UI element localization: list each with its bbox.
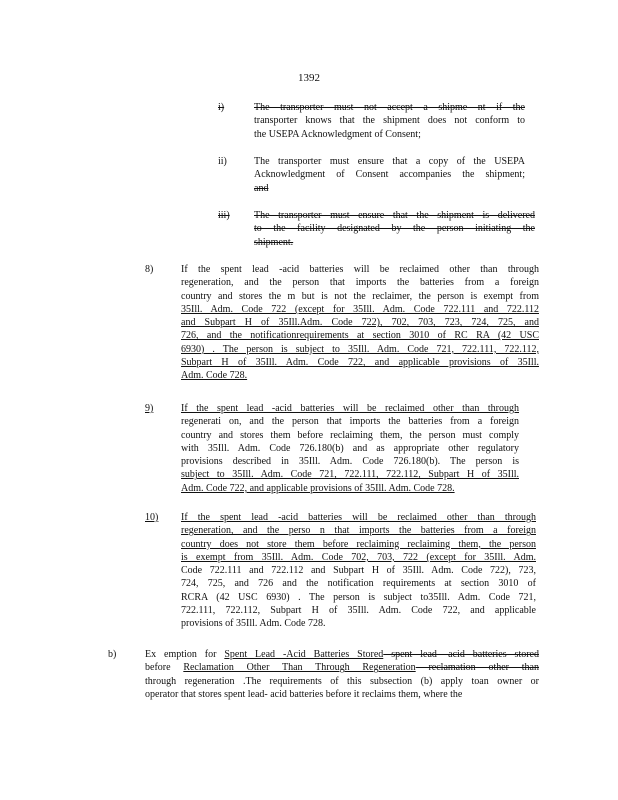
text-line (181, 369, 539, 382)
text-segment: spent lead -acid batteries stored (383, 649, 539, 660)
text-segment: 6930) . The person is subject to 35Ill. Adm. Code 721, 722.111, 722.112, (181, 343, 539, 355)
text-segment: Code 722.111 and 722.112 and Subpart H of 35Ill. Adm. Code 722), 723, (181, 565, 536, 577)
text-segment: Reclamation Other Than Through Regeneration (183, 662, 416, 674)
text-segment: country does not store them before reclaiming reclaiming them, the person (181, 538, 536, 550)
text-segment: shipment. (254, 236, 294, 248)
text-line (254, 209, 535, 222)
text-segment: through regeneration .The requirements of this subsection (b) apply toan owner or (145, 675, 539, 687)
text-segment: regeneration, and the person that imports the batteries from a foreign (181, 277, 539, 289)
page-number: 1392 (298, 72, 320, 84)
text-line (254, 222, 535, 235)
text-line (181, 524, 536, 537)
text-line (181, 316, 539, 329)
text-line (181, 290, 539, 303)
item-text (181, 511, 536, 631)
text-segment: is exempt from 35Ill. Adm. Code 702, 703, 722 (except for 35Ill. Adm. (181, 551, 536, 563)
text-line (145, 675, 539, 688)
text-line (254, 101, 525, 114)
item-text (254, 209, 535, 249)
text-line (254, 128, 525, 141)
text-segment: If the spent lead -acid batteries will be reclaimed other than through (181, 403, 519, 414)
text-segment: If the spent lead -acid batteries will be reclaimed other than through (181, 512, 536, 523)
item-text (254, 101, 525, 141)
text-line (145, 661, 539, 674)
text-line (254, 236, 535, 249)
text-segment: regenerati on, and the person that imports the batteries from a foreign (181, 416, 519, 428)
text-segment: to the facility designated by the person initiating the (254, 223, 535, 235)
text-segment: Subpart H of 35Ill. Adm. Code 722, and applicable provisions of 35Ill. (181, 357, 539, 369)
item-label: iii) (218, 210, 230, 221)
text-line (254, 155, 525, 168)
item-label: b) (108, 649, 117, 660)
item-label: ii) (218, 156, 227, 167)
text-segment: The transporter must not accept a shipme nt if the (254, 102, 525, 113)
text-segment: If the spent lead -acid batteries will be reclaimed other than through (181, 264, 539, 275)
item-text (145, 648, 539, 701)
text-line (181, 482, 519, 495)
text-line (181, 442, 519, 455)
text-line (181, 538, 536, 551)
text-line (181, 577, 536, 590)
text-segment: provisions of 35Ill. Adm. Code 728. (181, 618, 326, 630)
text-segment: subject to 35Ill. Adm. Code 721, 722.111, 722.112, Subpart H of 35Ill. (181, 469, 519, 481)
text-line (145, 648, 539, 661)
text-segment: provisions described in 35Ill. Adm. Code 726.180(b). The person is (181, 456, 519, 468)
text-line (181, 551, 536, 564)
text-segment: Spent Lead -Acid Batteries Stored (224, 649, 384, 660)
text-segment: with 35Ill. Adm. Code 726.180(b) and as appropriate other regulatory (181, 442, 519, 454)
text-segment: Adm. Code 728. (181, 370, 248, 382)
text-segment: 722.111, 722.112, Subpart H of 35Ill. Adm. Code 722, and applicable (181, 605, 536, 617)
item-label: i) (218, 102, 225, 113)
text-segment: regeneration, and the perso n that imports the batteries from a foreign (181, 525, 536, 537)
item-text (254, 155, 525, 195)
text-line (254, 114, 525, 127)
text-line (181, 415, 519, 428)
text-segment: and (254, 182, 269, 194)
item-label: 8) (145, 264, 154, 275)
text-segment: reclamation other than (415, 662, 539, 674)
item-label: 9) (145, 403, 154, 414)
item-text (181, 402, 519, 495)
text-segment: 35Ill. Adm. Code 722 (except for 35Ill. Adm. Code 722.111 and 722.112 (181, 303, 539, 315)
text-segment: The transporter must ensure that a copy of the USEPA (254, 156, 525, 167)
text-segment: before (145, 662, 184, 674)
text-line (181, 263, 539, 276)
text-line (181, 343, 539, 356)
text-line (254, 168, 525, 181)
text-segment: 724, 725, and 726 and the notification requirements at section 3010 of (181, 578, 536, 590)
text-segment: country and stores the m but is not the reclaimer, the person is exempt from (181, 290, 539, 302)
text-line (181, 402, 519, 415)
item-label: 10) (145, 512, 159, 523)
text-segment: the USEPA Acknowledgment of Consent; (254, 128, 421, 140)
item-text (181, 263, 539, 383)
text-segment: RCRA (42 USC 6930) . The person is subject to35Ill. Adm. Code 721, (181, 591, 536, 603)
text-segment: Acknowledgment of Consent accompanies the shipment; (254, 169, 525, 181)
text-line (181, 511, 536, 524)
text-line (181, 455, 519, 468)
text-segment: Adm. Code 722, and applicable provisions of 35Ill. Adm. Code 728. (181, 482, 455, 494)
text-line (181, 617, 536, 630)
text-line (181, 356, 539, 369)
text-line (181, 591, 536, 604)
text-segment: and Subpart H of 35Ill.Adm. Code 722), 702, 703, 723, 724, 725, and (181, 317, 539, 329)
text-line (254, 182, 525, 195)
text-segment: operator that stores spent lead- acid batteries before it reclaims them, where the (145, 688, 463, 700)
text-segment: transporter knows that the shipment does not conform to (254, 115, 525, 127)
text-segment: 726, and the notificationrequirements at section 3010 of RC RA (42 USC (181, 330, 539, 342)
text-line (181, 429, 519, 442)
text-segment: country and stores them before reclaiming them, the person must comply (181, 429, 519, 441)
text-line (181, 564, 536, 577)
text-line (181, 468, 519, 481)
text-line (181, 604, 536, 617)
text-segment: The transporter must ensure that the shipment is delivered (254, 210, 535, 221)
text-line (181, 303, 539, 316)
text-segment: Ex emption for (145, 649, 225, 660)
text-line (181, 276, 539, 289)
text-line (145, 688, 539, 701)
text-line (181, 329, 539, 342)
